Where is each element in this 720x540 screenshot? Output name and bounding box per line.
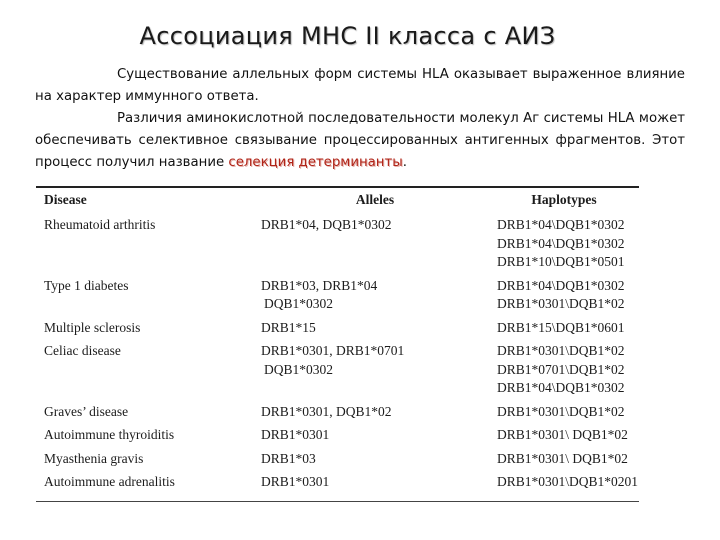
- allele-value: DRB1*15: [261, 319, 316, 335]
- table-body: [36, 214, 639, 495]
- allele-value: DRB1*0301, DQB1*02: [261, 403, 392, 419]
- header-haplotypes: Haplotypes: [531, 192, 597, 207]
- cell-alleles: [261, 424, 489, 448]
- allele-value: DRB1*0301: [261, 474, 330, 489]
- cell-disease: [36, 317, 261, 341]
- table-row: [36, 448, 639, 472]
- cell-disease: [36, 448, 261, 472]
- table-row: [36, 317, 639, 341]
- disease-name: Multiple sclerosis: [44, 319, 141, 335]
- header-alleles: Alleles: [355, 192, 395, 207]
- cell-haplotypes: [489, 340, 639, 401]
- haplotype-value: DRB1*15\DQB1*0601: [497, 319, 625, 335]
- table-row: [36, 214, 639, 275]
- cell-haplotypes: [489, 317, 639, 341]
- cell-alleles: [261, 275, 489, 317]
- table-row: [36, 340, 639, 401]
- allele-value: DRB1*0301: [261, 427, 330, 442]
- paragraph2-text: Различия аминокислотной последовательности молекул Аг системы HLA может обеспечивать селективное связывание процессированных антигенных фрагментов. Этот процесс получил название: [35, 111, 685, 170]
- haplotype-value: DRB1*04\DQB1*0302: [497, 277, 625, 293]
- haplotype-value: DRB1*0701\DQB1*02: [497, 361, 625, 377]
- cell-alleles: [261, 471, 489, 495]
- table: [36, 188, 639, 495]
- cell-disease: [36, 471, 261, 495]
- cell-haplotypes: [489, 424, 639, 448]
- table-row: [36, 471, 639, 495]
- cell-alleles: [261, 340, 489, 401]
- cell-disease: [36, 401, 261, 425]
- cell-haplotypes: [489, 275, 639, 317]
- paragraph-determinant-selection: [35, 108, 685, 174]
- cell-disease: [36, 275, 261, 317]
- cell-alleles: [261, 401, 489, 425]
- disease-name: Celiac disease: [44, 343, 121, 358]
- haplotype-value: DRB1*04\DQB1*0302: [497, 217, 625, 232]
- highlight-term: селекция детерминанты: [228, 155, 403, 170]
- cell-haplotypes: [489, 214, 639, 275]
- header-disease: Disease: [44, 192, 87, 207]
- allele-value: DRB1*03, DRB1*04: [261, 277, 378, 293]
- cell-disease: [36, 340, 261, 401]
- cell-disease: [36, 424, 261, 448]
- allele-value: DQB1*0302: [264, 296, 334, 311]
- haplotype-value: DRB1*10\DQB1*0501: [497, 254, 625, 269]
- table-row: [36, 424, 639, 448]
- paragraph2-end: .: [402, 155, 407, 170]
- haplotype-value: DRB1*0301\DQB1*02: [497, 403, 625, 419]
- disease-name: Autoimmune adrenalitis: [44, 474, 175, 489]
- table-header-row: [36, 188, 639, 214]
- haplotype-value: DRB1*0301\ DQB1*02: [497, 427, 628, 442]
- slide-title: Ассоциация МНС II класса с АИЗ: [139, 22, 556, 50]
- allele-value: DRB1*04, DQB1*0302: [261, 217, 392, 232]
- cell-alleles: [261, 214, 489, 275]
- cell-haplotypes: [489, 471, 639, 495]
- haplotype-value: DRB1*0301\ DQB1*02: [497, 450, 628, 466]
- haplotype-value: DRB1*04\DQB1*0302: [497, 380, 625, 395]
- allele-value: DRB1*0301, DRB1*0701: [261, 343, 405, 358]
- cell-alleles: [261, 448, 489, 472]
- haplotype-value: DRB1*04\DQB1*0302: [497, 235, 625, 251]
- table-row: [36, 275, 639, 317]
- cell-alleles: [261, 317, 489, 341]
- cell-haplotypes: [489, 448, 639, 472]
- disease-name: Type 1 diabetes: [44, 277, 129, 293]
- allele-value: DRB1*03: [261, 450, 316, 466]
- haplotype-value: DRB1*0301\DQB1*02: [497, 343, 625, 358]
- disease-name: Graves’ disease: [44, 403, 129, 419]
- paragraph-hla-alleles: Существование аллельных форм системы HLA оказывает выраженное влияние на характер иммунного ответа.: [35, 67, 685, 104]
- haplotype-value: DRB1*0301\DQB1*0201: [497, 474, 639, 489]
- haplotype-value: DRB1*0301\DQB1*02: [497, 296, 625, 311]
- allele-value: DQB1*0302: [264, 361, 334, 377]
- table-bottom-rule: [36, 501, 639, 502]
- hla-association-table: [36, 186, 639, 502]
- disease-name: Autoimmune thyroiditis: [44, 427, 175, 442]
- disease-name: Myasthenia gravis: [44, 450, 144, 466]
- cell-disease: [36, 214, 261, 275]
- disease-name: Rheumatoid arthritis: [44, 217, 156, 232]
- table-row: [36, 401, 639, 425]
- cell-haplotypes: [489, 401, 639, 425]
